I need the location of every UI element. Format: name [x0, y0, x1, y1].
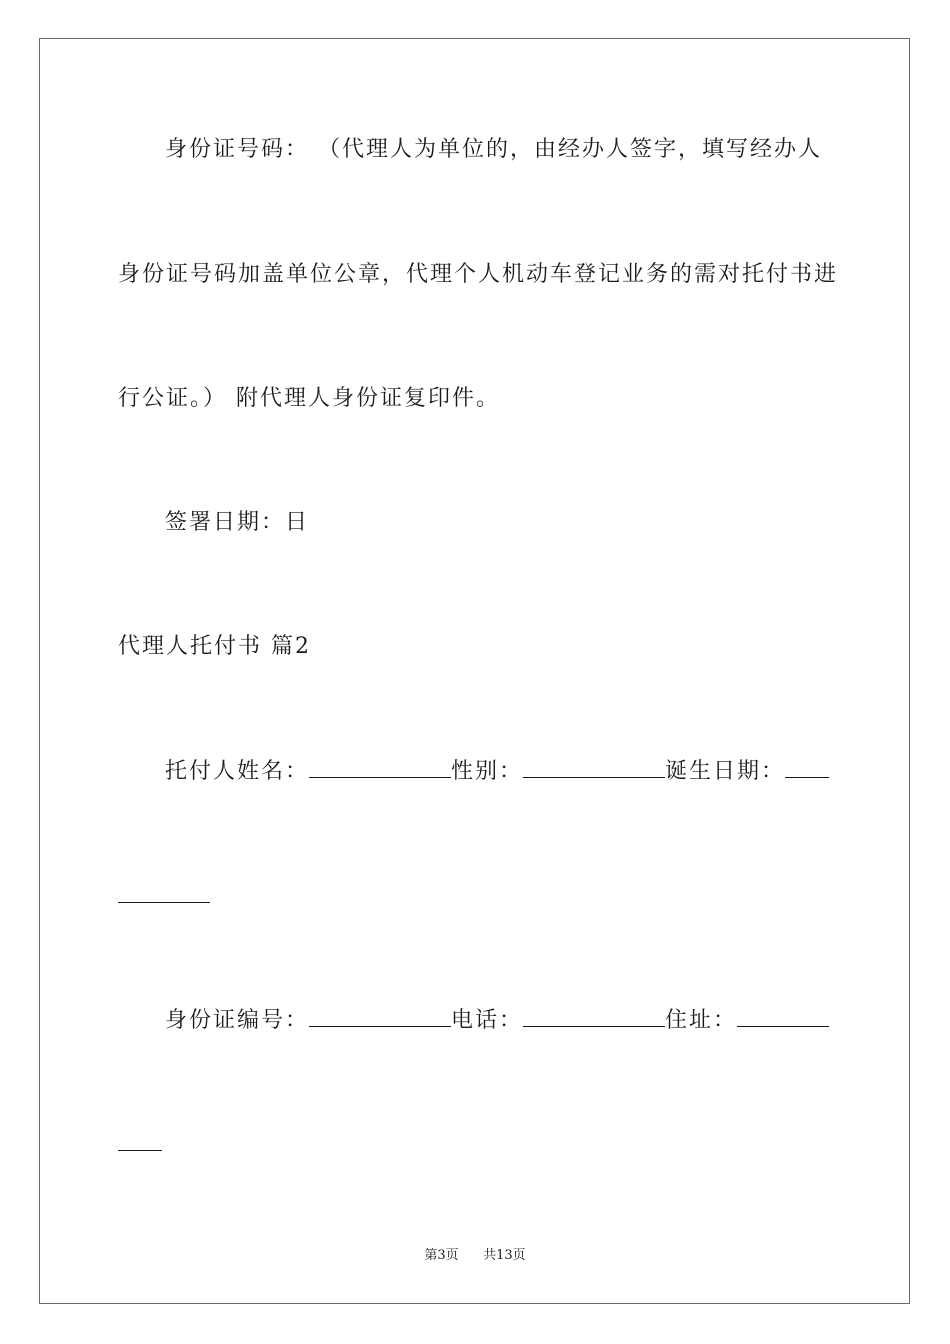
page-footer [0, 1247, 950, 1265]
birth-blank [785, 757, 829, 778]
name-blank [309, 757, 451, 778]
form-row-continuation [118, 882, 210, 912]
id-blank [309, 1006, 451, 1027]
section-heading: 代理人托付书 篇2 [118, 634, 311, 659]
address-blank [737, 1006, 829, 1027]
paragraph-line: 身份证号码： （代理人为单位的，由经办人签字，填写经办人 [165, 137, 822, 162]
birth-label: 诞生日期： [665, 759, 786, 784]
page-total: 共13页 [483, 1248, 526, 1263]
gender-label: 性别： [451, 759, 524, 784]
birth-blank-continued [118, 882, 210, 903]
gender-blank [523, 757, 665, 778]
address-label: 住址： [665, 1008, 738, 1033]
page-border [39, 38, 910, 1304]
form-row-principal [165, 757, 829, 787]
name-label: 托付人姓名： [165, 759, 310, 784]
paragraph-line: 行公证。） 附代理人身份证复印件。 [118, 386, 500, 411]
paragraph-line: 身份证号码加盖单位公章，代理个人机动车登记业务的需对托付书进 [118, 262, 839, 287]
sign-date-line: 签署日期：日 [165, 510, 310, 535]
phone-label: 电话： [451, 1008, 524, 1033]
form-row-continuation [118, 1130, 162, 1160]
id-label: 身份证编号： [165, 1008, 310, 1033]
form-row-contact [165, 1006, 829, 1036]
phone-blank [523, 1006, 665, 1027]
page-number: 第3页 [424, 1248, 459, 1263]
address-blank-continued [118, 1130, 162, 1151]
